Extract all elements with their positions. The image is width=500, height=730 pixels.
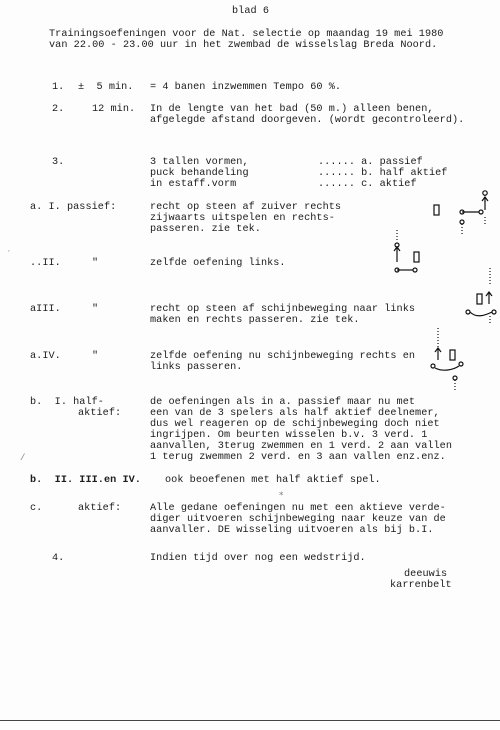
item-3-left-line-1: 3 tallen vormen, <box>150 157 249 168</box>
item-1-description: = 4 banen inzwemmen Tempo 60 %. <box>150 82 342 93</box>
section-b-i-line-1: de oefeningen als in a. passief maar nu met <box>150 397 416 408</box>
section-b-i-line-5: aanvallen, 3terug zwemmen en 1 verd. 2 aan vallen <box>150 441 453 452</box>
item-1-number: 1. <box>52 82 65 93</box>
section-b-i-line-4: ingrijpen. Om beurten wisselen b.v. 3 verd. 1 <box>150 430 428 441</box>
section-b-i-label-2: aktief: <box>78 408 122 419</box>
section-a-i-line-1: recht op steen af zuiver rechts <box>150 202 342 213</box>
section-a-ii-line-1: zelfde oefening links. <box>150 258 286 269</box>
section-a-iii-label: aIII. <box>30 304 61 315</box>
title-line-2: van 22.00 - 23.00 uur in het zwembad de wisselslag Breda Noord. <box>49 40 438 51</box>
section-a-iii-line-1: recht op steen af schijnbeweging naar links <box>150 304 416 315</box>
section-a-i-line-3: passeren. zie tek. <box>150 224 261 235</box>
section-b-i-line-6: 1 terug zwemmen 2 verd. en 3 aan vallen enz.enz. <box>150 452 446 463</box>
item-4-line-1: Indien tijd over nog een wedstrijd. <box>150 553 366 564</box>
item-2-time: 12 min. <box>92 104 136 115</box>
section-a-iv-line-2: links passeren. <box>150 362 243 373</box>
play-diagram-a-iii <box>450 266 498 328</box>
section-a-ii-label: ..II. <box>30 258 61 269</box>
section-a-iv-line-1: zelfde oefening nu schijnbeweging rechts en <box>150 351 416 362</box>
section-a-i-label: a. I. passief: <box>30 202 117 213</box>
section-b-i-label-1: b. I. half- <box>30 397 104 408</box>
section-c-line-3: aanvaller. DE wisseling uitvoeren als bij b.I. <box>150 525 434 536</box>
section-a-iv-ditto: " <box>92 351 99 362</box>
item-4-number: 4. <box>52 553 65 564</box>
section-c-line-2: diger uitvoeren schijnbeweging naar keuze van de <box>150 514 446 525</box>
signature-line-2: karrenbelt <box>390 580 452 591</box>
section-c-line-1: Alle gedane oefeningen nu met een aktieve verde- <box>150 503 446 514</box>
section-a-ii-ditto: " <box>92 258 99 269</box>
signature-line-1: deeuwis <box>404 569 448 580</box>
item-1-time: ± 5 min. <box>78 82 134 93</box>
section-b-ii-line-1: ook beoefenen met half aktief spel. <box>165 475 381 486</box>
section-b-ii-label: b. II. III.en IV. <box>30 475 141 486</box>
play-diagram-a-ii <box>385 228 425 283</box>
section-a-iii-line-2: maken en rechts passeren. zie tek. <box>150 315 360 326</box>
item-3-left-line-2: puck behandeling <box>150 168 249 179</box>
play-diagram-a-i <box>425 188 495 238</box>
title-line-1: Trainingsoefeningen voor de Nat. selectie op maandag 19 mei 1980 <box>49 29 444 40</box>
margin-mark-1: ´ <box>6 250 12 260</box>
item-2-description-line-2: afgelegde afstand doorgeven. (wordt gecontroleerd). <box>150 115 465 126</box>
play-diagram-a-iv <box>425 326 475 394</box>
section-a-iv-label: a.IV. <box>30 351 61 362</box>
section-c-label-1: c. <box>30 503 43 514</box>
section-a-iii-ditto: " <box>92 304 99 315</box>
item-3-right-line-2: ...... b. half aktief <box>318 168 448 179</box>
item-3-right-line-3: ...... c. aktief <box>318 179 417 190</box>
margin-mark-2: / <box>20 453 26 463</box>
item-3-number: 3. <box>52 157 65 168</box>
section-b-i-line-2: een van de 3 spelers als half aktief deelnemer, <box>150 408 440 419</box>
margin-mark-3: ⁎ <box>279 488 284 498</box>
item-2-description-line-1: In de lengte van het bad (50 m.) alleen benen, <box>150 104 434 115</box>
item-2-number: 2. <box>52 104 65 115</box>
page-label: blad 6 <box>232 6 269 17</box>
item-3-left-line-3: in estaff.vorm <box>150 179 237 190</box>
bottom-rule <box>0 720 500 721</box>
section-b-i-line-3: dus wel reageren op de schijnbeweging doch niet <box>150 419 440 430</box>
item-3-right-line-1: ...... a. passief <box>318 157 423 168</box>
section-c-label-2: aktief: <box>78 503 122 514</box>
section-a-i-line-2: zijwaarts uitspelen en rechts- <box>150 213 335 224</box>
